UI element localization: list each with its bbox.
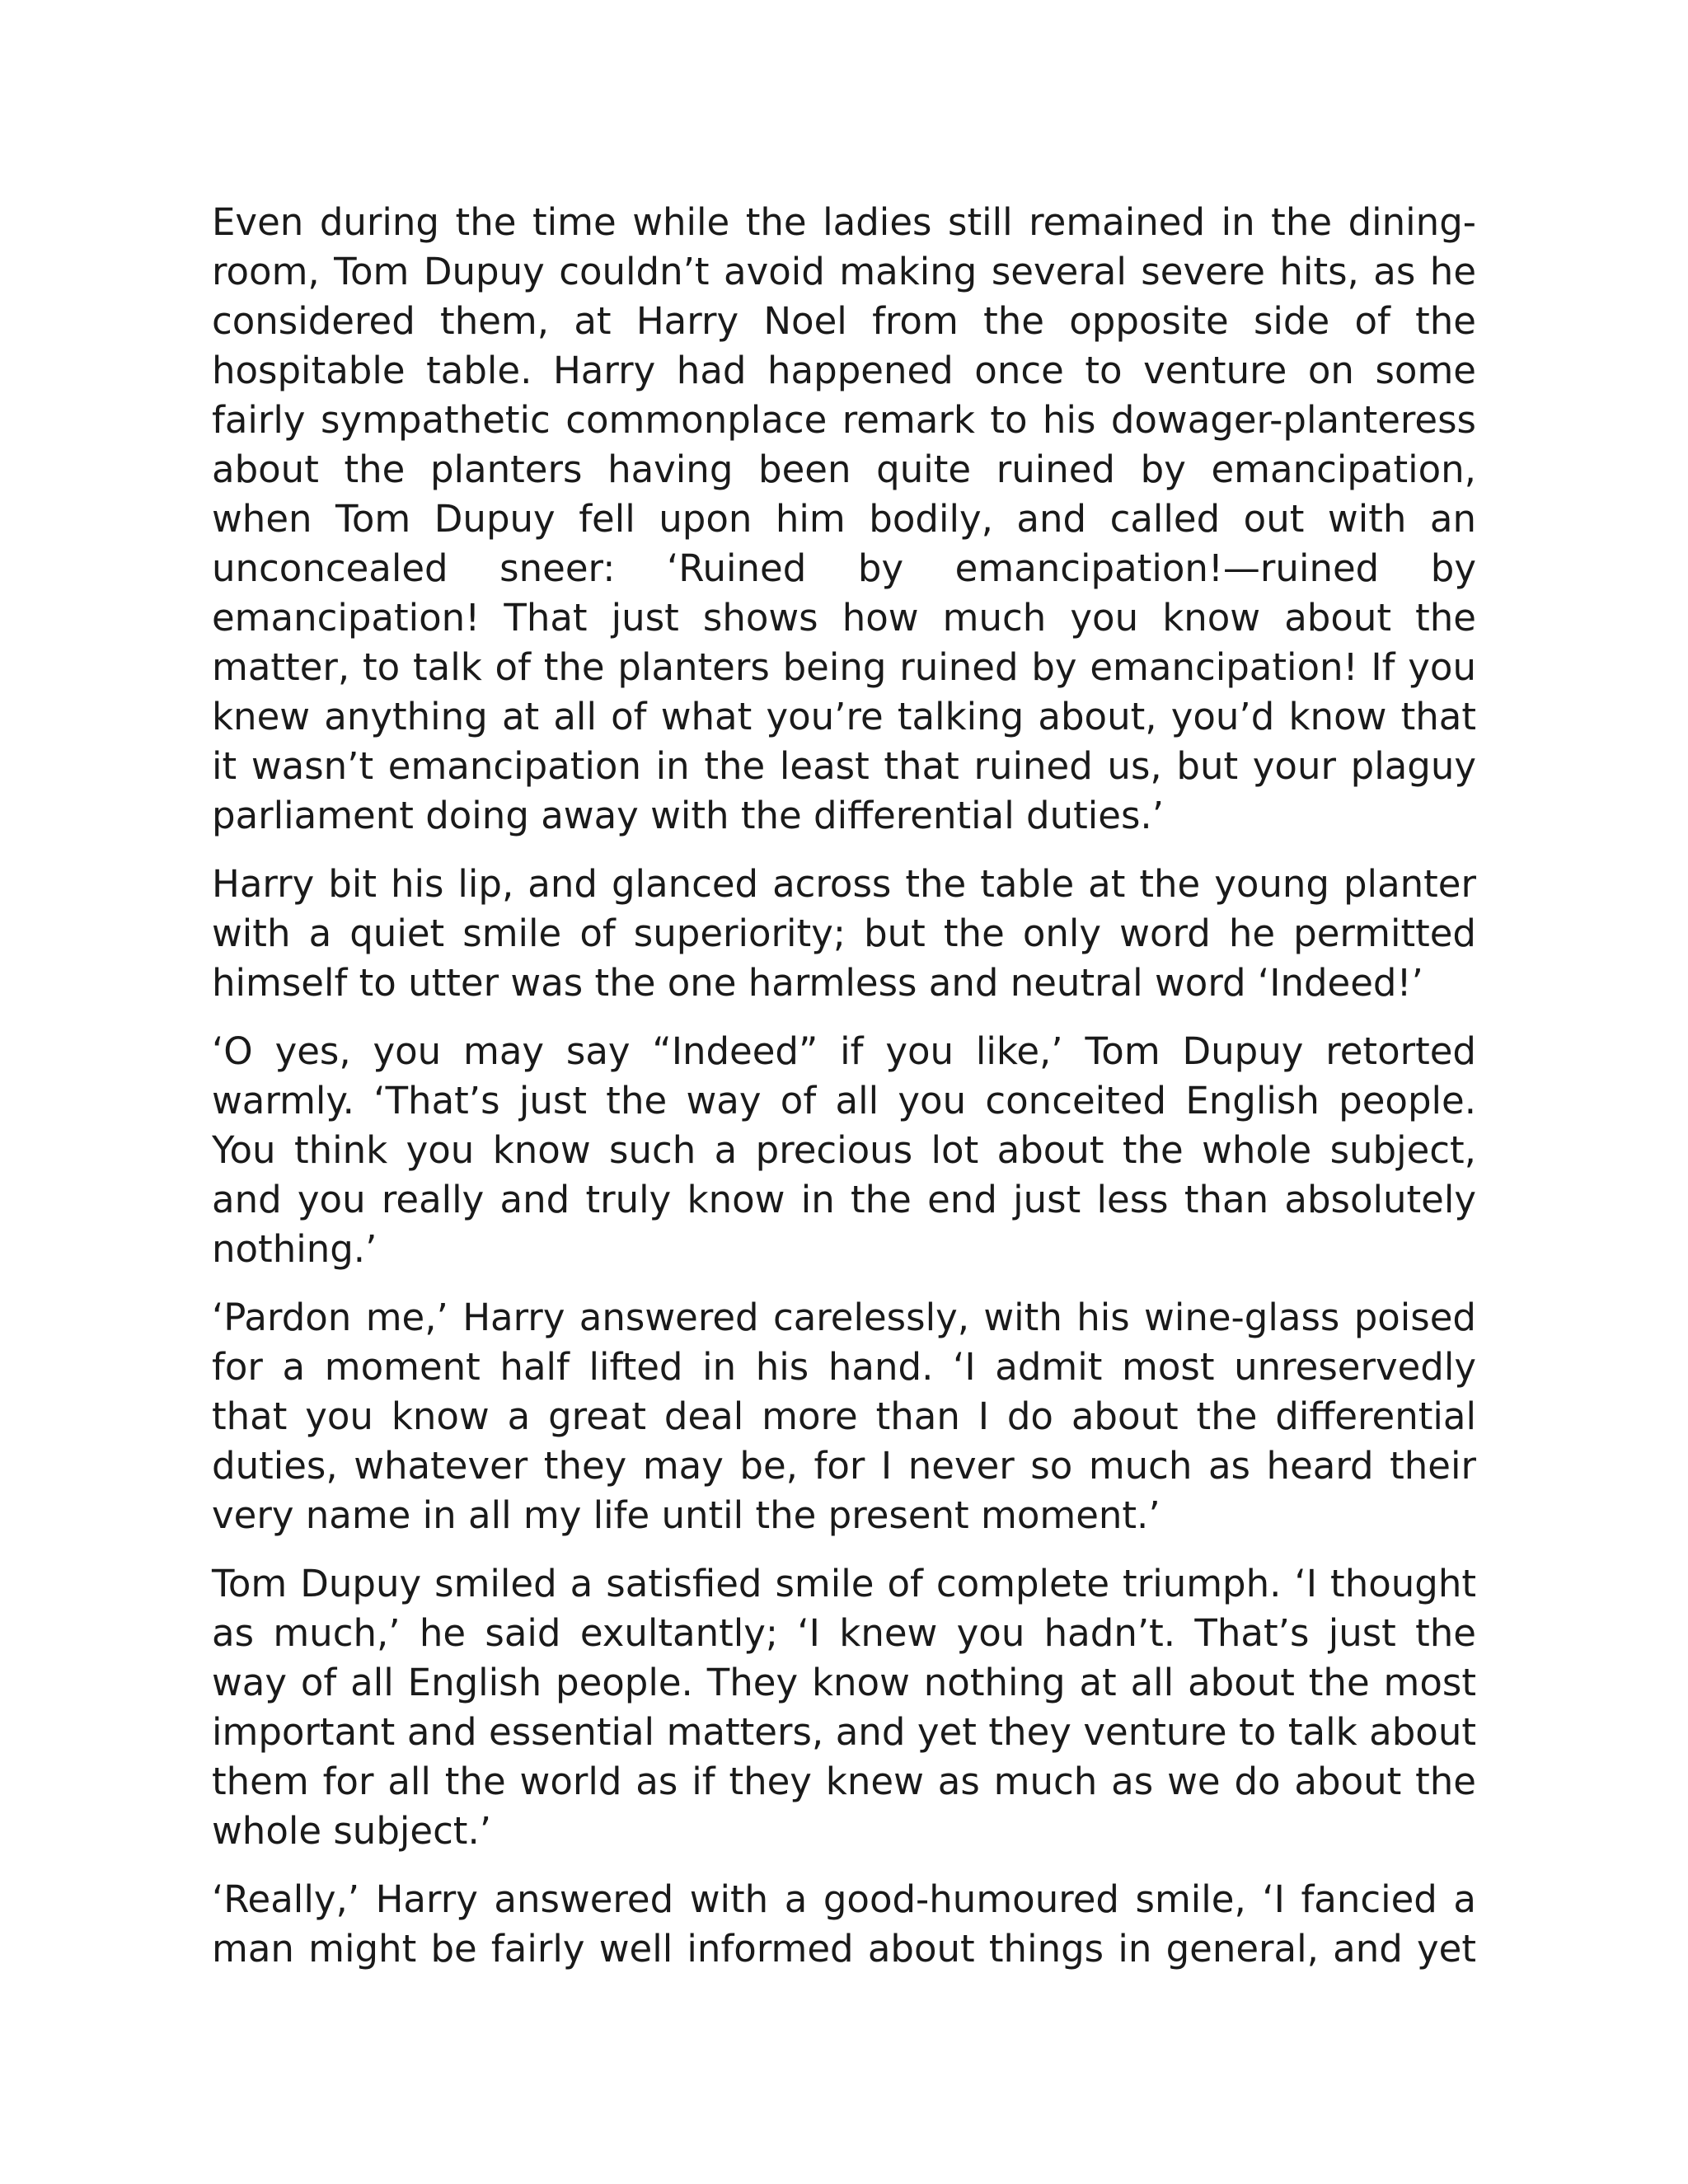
body-text (212, 198, 1476, 1993)
paragraph-4: ‘Pardon me,’ Harry answered carelessly, with his wine-glass poised for a moment half lifted in his hand. ‘I admit most unreservedly that you know a great deal more than I do about the differential duties, whatever they may be, for I never so much as heard their very name in all my life until the present moment.’ (212, 1296, 1476, 1537)
paragraph-6: ‘Really,’ Harry answered with a good-humoured smile, ‘I fancied a man might be fairly well informed about things in general, and yet (212, 1877, 1476, 1971)
paragraph-5: Tom Dupuy smiled a satisfied smile of complete triumph. ‘I thought as much,’ he said exultantly; ‘I knew you hadn’t. That’s just the way of all English people. They know nothing at all about the most important and essential matters, and yet they venture to talk about them for all the world as if they knew as much as we do about the whole subject.’ (212, 1562, 1476, 1853)
paragraph-2: Harry bit his lip, and glanced across the table at the young planter with a quiet smile of superiority; but the only word he permitted himself to utter was the one harmless and neutral word ‘Indeed!’ (212, 862, 1476, 1005)
paragraph-3: ‘O yes, you may say “Indeed” if you like,’ Tom Dupuy retorted warmly. ‘That’s just the way of all you conceited English people. You think you know such a precious lot about the whole subject, and you really and truly know in the end just less than absolutely nothing.’ (212, 1029, 1476, 1271)
paragraph-1: Even during the time while the ladies still remained in the dining-room, Tom Dupuy couldn’t avoid making several severe hits, as he considered them, at Harry Noel from the opposite side of the hospitable table. Harry had happened once to venture on some fairly sympathetic commonplace remark to his dowager-planteress about the planters having been quite ruined by emancipation, when Tom Dupuy fell upon him bodily, and called out with an unconcealed sneer: ‘Ruined by emancipation!—ruined by emancipation! That just shows how much you know about the matter, to talk of the planters being ruined by emancipation! If you knew anything at all of what you’re talking about, you’d know that it wasn’t emancipation in the least that ruined us, but your plaguy parliament doing away with the differential duties.’ (212, 200, 1476, 837)
